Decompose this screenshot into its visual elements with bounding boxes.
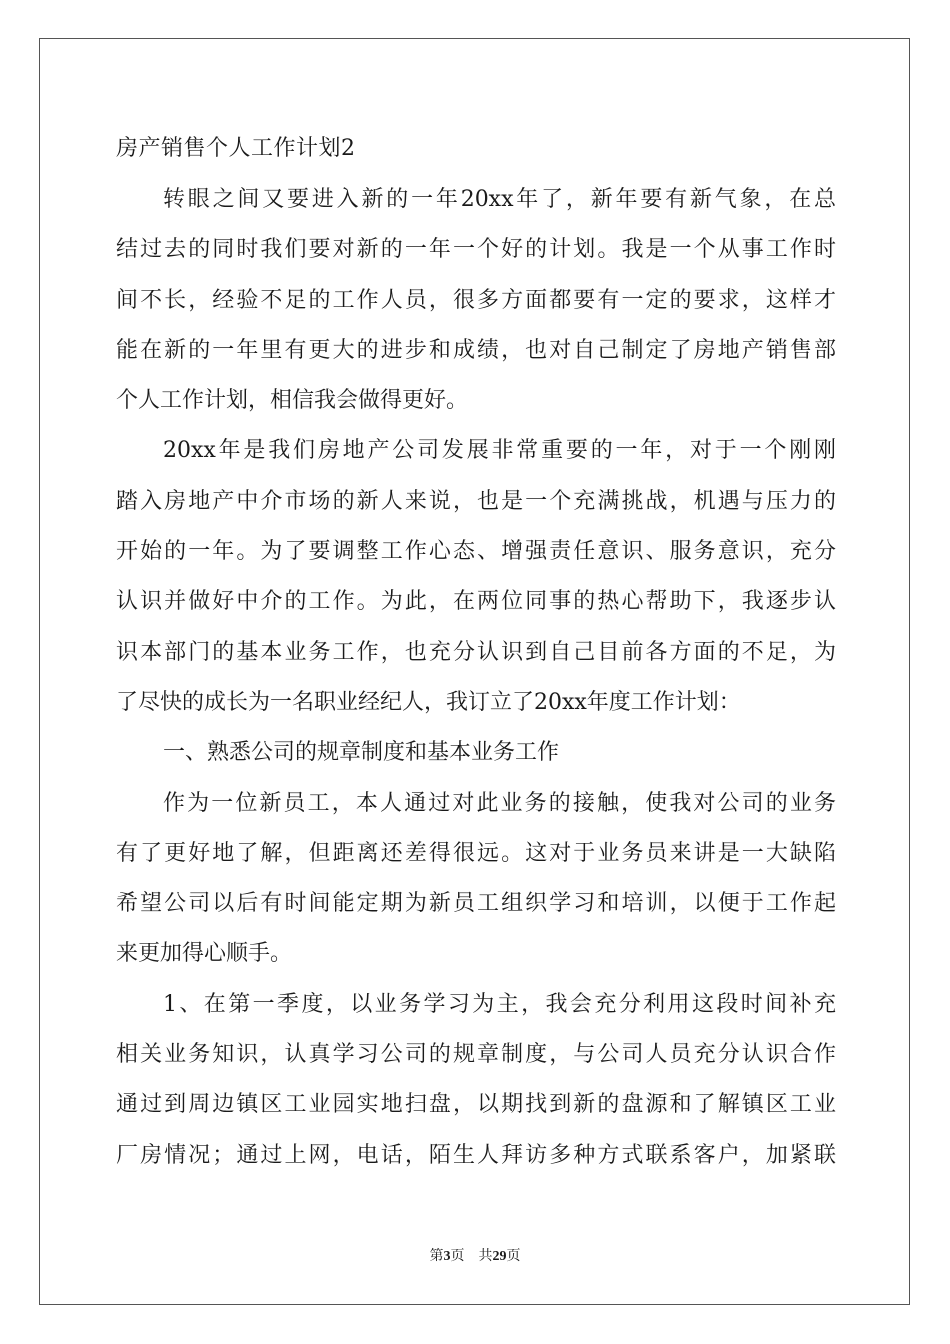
- text-line: 20xx年是我们房地产公司发展非常重要的一年，对于一个刚刚: [163, 438, 836, 464]
- total-prefix: 共: [478, 1248, 493, 1264]
- text-line: 识本部门的基本业务工作，也充分认识到自己目前各方面的不足，为: [116, 639, 836, 665]
- paragraph: [116, 779, 836, 980]
- document-body: [116, 123, 836, 1181]
- text-line: 了尽快的成长为一名职业经纪人，我订立了20xx年度工作计划：: [116, 689, 741, 715]
- text-line: 转眼之间又要进入新的一年20xx年了，新年要有新气象，在总: [163, 187, 836, 212]
- total-unit: 页: [506, 1248, 521, 1264]
- text-line: 结过去的同时我们要对新的一年一个好的计划。我是一个从事工作时: [116, 237, 836, 263]
- text-line: 通过到周边镇区工业园实地扫盘，以期找到新的盘源和了解镇区工业: [116, 1092, 836, 1118]
- section-heading: 一、熟悉公司的规章制度和基本业务工作: [163, 740, 560, 766]
- paragraph: [116, 426, 836, 728]
- text-line: 来更加得心顺手。: [116, 941, 293, 967]
- total-page-count: 29: [492, 1249, 507, 1264]
- text-line: 1、在第一季度，以业务学习为主，我会充分利用这段时间补充: [163, 991, 836, 1017]
- paragraph: [116, 175, 836, 426]
- text-line: 有了更好地了解，但距离还差得很远。这对于业务员来讲是一大缺陷: [116, 840, 836, 866]
- text-line: 开始的一年。为了要调整工作心态、增强责任意识、服务意识，充分: [116, 539, 836, 565]
- page-prefix: 第: [429, 1248, 444, 1264]
- text-line: 能在新的一年里有更大的进步和成绩，也对自己制定了房地产销售部: [116, 337, 836, 363]
- current-page-number: 3: [443, 1249, 451, 1264]
- text-line: 间不长，经验不足的工作人员，很多方面都要有一定的要求，这样才: [116, 287, 836, 313]
- page-unit: 页: [450, 1248, 465, 1264]
- text-line: 厂房情况；通过上网，电话，陌生人拜访多种方式联系客户，加紧联: [116, 1142, 836, 1168]
- page-footer: [0, 1246, 950, 1267]
- text-line: 希望公司以后有时间能定期为新员工组织学习和培训，以便于工作起: [116, 891, 836, 917]
- text-line: 个人工作计划，相信我会做得更好。: [116, 388, 469, 414]
- text-line: 作为一位新员工，本人通过对此业务的接触，使我对公司的业务: [163, 790, 836, 816]
- paragraph: [116, 980, 836, 1181]
- text-line: 相关业务知识，认真学习公司的规章制度，与公司人员充分认识合作: [116, 1042, 836, 1068]
- document-title: 房产销售个人工作计划2: [116, 136, 356, 161]
- text-line: 认识并做好中介的工作。为此，在两位同事的热心帮助下，我逐步认: [116, 589, 836, 615]
- text-line: 踏入房地产中介市场的新人来说，也是一个充满挑战，机遇与压力的: [116, 488, 836, 514]
